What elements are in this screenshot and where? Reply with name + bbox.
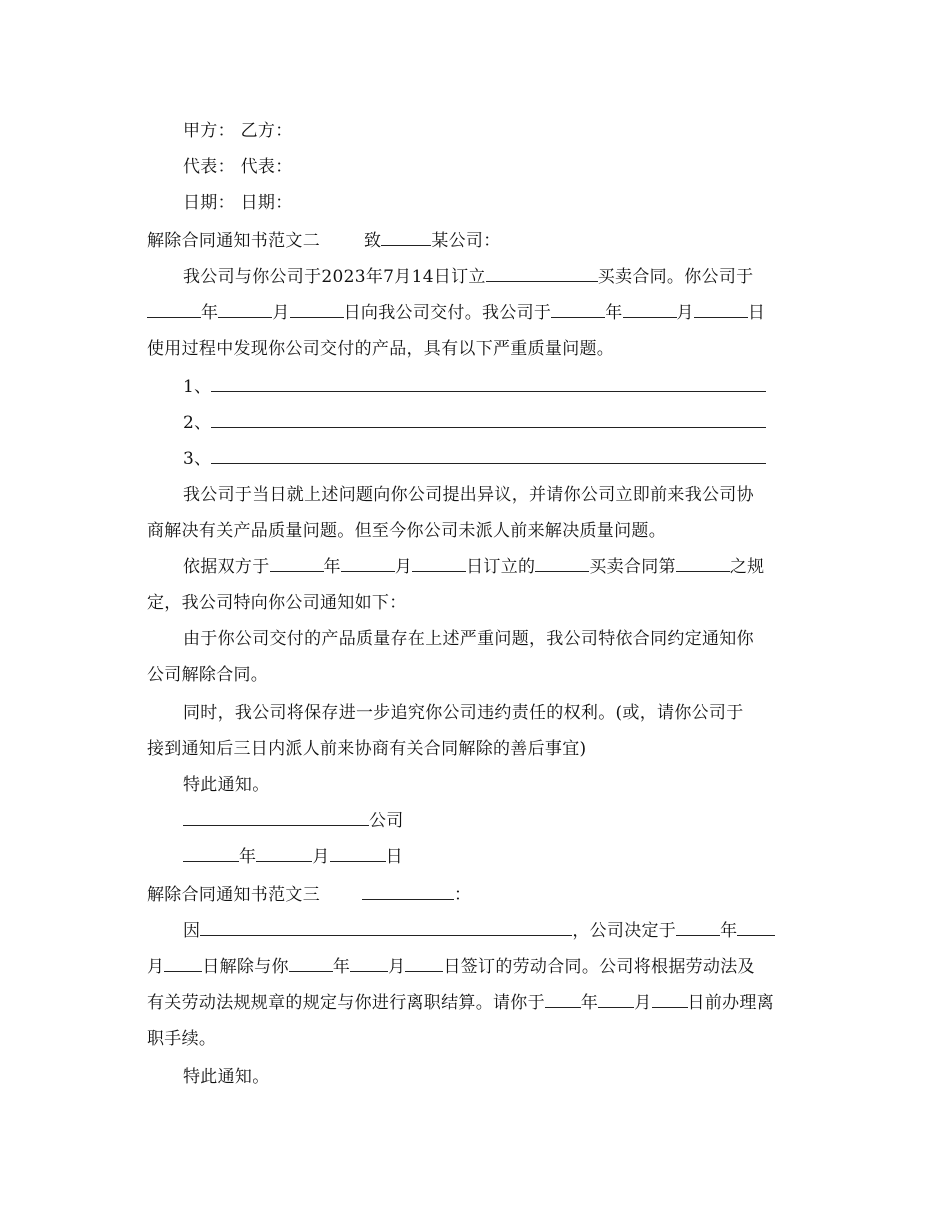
issue-item-1	[183, 376, 766, 398]
section3-line-1	[183, 920, 775, 942]
use-month-blank[interactable]	[623, 302, 677, 318]
month-label: 月	[676, 303, 694, 323]
sign-month-blank[interactable]	[341, 556, 395, 572]
year-label: 年	[332, 957, 351, 977]
recipient-prefix: 致	[364, 231, 382, 251]
month-label: 月	[634, 993, 652, 1013]
date-b-label: 日期：	[240, 193, 293, 213]
month-label: 月	[312, 847, 330, 867]
p1-text-a: 我公司与你公司于2023年7月14日订立	[183, 267, 486, 287]
contract-name-blank[interactable]	[486, 266, 598, 282]
company-label: 公司	[369, 811, 404, 831]
rep-a-label: 代表：	[183, 157, 235, 177]
party-a-label: 甲方：	[183, 121, 235, 141]
delivery-month-blank[interactable]	[218, 302, 272, 318]
year-label: 年	[239, 847, 257, 867]
month-label: 月	[147, 957, 165, 977]
closing-text: 特此通知。	[183, 775, 270, 795]
contract-year-blank[interactable]	[289, 956, 333, 972]
item-number: 2、	[183, 413, 212, 433]
issue-item-2	[183, 412, 766, 434]
year-label: 年	[720, 921, 738, 941]
issue-2-blank[interactable]	[211, 412, 766, 428]
paragraph-1-line-3: 使用过程中发现你公司交付的产品，具有以下严重质量问题。	[147, 339, 615, 359]
terminate-month-blank[interactable]	[737, 920, 775, 936]
p3-text-a: 依据双方于	[183, 557, 270, 577]
year-label: 年	[323, 557, 341, 577]
p3-text-b: 日订立的	[466, 557, 536, 577]
terminate-text: 日解除与你	[202, 957, 289, 977]
company-name-blank[interactable]	[183, 810, 369, 826]
delivery-day-blank[interactable]	[290, 302, 344, 318]
delivery-year-blank[interactable]	[147, 302, 201, 318]
issue-3-blank[interactable]	[211, 448, 766, 464]
contract-title-blank[interactable]	[535, 556, 589, 572]
contract-day-blank[interactable]	[405, 956, 443, 972]
paragraph-5-line-2: 接到通知后三日内派人前来协商有关合同解除的善后事宜)	[147, 739, 587, 759]
year-label: 年	[201, 303, 219, 323]
p1-text-c: 日向我公司交付。我公司于	[343, 303, 552, 323]
settlement-text: 有关劳动法规规章的规定与你进行离职结算。请你于	[147, 993, 545, 1013]
paragraph-3-line-1	[183, 556, 764, 578]
recipient-blank[interactable]	[381, 230, 431, 246]
section3-line-4: 职手续。	[147, 1029, 217, 1049]
terminate-year-blank[interactable]	[676, 920, 720, 936]
representative-line	[183, 156, 293, 178]
leave-text: 日前办理离	[687, 993, 775, 1013]
item-number: 3、	[183, 449, 212, 469]
employee-name-blank[interactable]	[362, 884, 454, 900]
p3-text-d: 之规	[729, 557, 765, 577]
paragraph-3-line-2: 定，我公司特向你公司通知如下：	[147, 593, 407, 613]
paragraph-1-line-2	[147, 302, 765, 324]
contract-month-blank[interactable]	[350, 956, 388, 972]
p1-text-b: 买卖合同。你公司于	[597, 267, 754, 287]
terminate-day-blank[interactable]	[164, 956, 202, 972]
month-label: 月	[388, 957, 406, 977]
month-label: 月	[272, 303, 290, 323]
section2-heading-line	[147, 230, 501, 252]
section3-closing: 特此通知。	[183, 1067, 270, 1087]
sign-day-blank[interactable]	[412, 556, 466, 572]
paragraph-2-line-1: 我公司于当日就上述问题向你公司提出异议，并请你公司立即前来我公司协	[183, 485, 754, 505]
party-line	[183, 120, 293, 142]
issue-item-3	[183, 448, 766, 470]
date-a-label: 日期：	[183, 193, 235, 213]
issue-1-blank[interactable]	[211, 376, 766, 392]
section3-line-2	[147, 956, 755, 978]
notice-year-blank[interactable]	[183, 846, 239, 862]
section3-line-3	[147, 992, 774, 1014]
leave-year-blank[interactable]	[545, 992, 581, 1008]
paragraph-2-line-2: 商解决有关产品质量问题。但至今你公司未派人前来解决质量问题。	[147, 521, 666, 541]
rep-b-label: 代表：	[240, 157, 293, 177]
sign-year-blank[interactable]	[270, 556, 324, 572]
paragraph-1-line-1	[183, 266, 753, 288]
item-number: 1、	[183, 377, 212, 397]
party-b-label: 乙方：	[240, 121, 293, 141]
labor-contract-text: 日签订的劳动合同。公司将根据劳动法及	[443, 957, 755, 977]
p3-text-c: 买卖合同第	[589, 557, 676, 577]
day-label: 日	[747, 303, 766, 323]
notice-day-blank[interactable]	[330, 846, 386, 862]
company-signature-line	[183, 810, 404, 832]
decision-text: ，公司决定于	[572, 921, 677, 941]
notice-date-line	[183, 846, 403, 868]
clause-number-blank[interactable]	[676, 556, 730, 572]
use-year-blank[interactable]	[551, 302, 605, 318]
leave-day-blank[interactable]	[652, 992, 688, 1008]
day-label: 日	[385, 847, 403, 867]
reason-prefix: 因	[183, 921, 201, 941]
paragraph-5-line-1: 同时，我公司将保存进一步追究你公司违约责任的权利。(或，请你公司于	[183, 703, 744, 723]
section3-heading: 解除合同通知书范文三	[147, 885, 320, 905]
paragraph-4-line-1: 由于你公司交付的产品质量存在上述严重问题，我公司特依合同约定通知你	[183, 629, 754, 649]
colon: ：	[454, 885, 472, 905]
section2-heading: 解除合同通知书范文二	[147, 231, 320, 251]
use-day-blank[interactable]	[694, 302, 748, 318]
notice-month-blank[interactable]	[256, 846, 312, 862]
date-line	[183, 192, 293, 214]
section3-heading-line	[147, 884, 471, 906]
year-label: 年	[605, 303, 623, 323]
month-label: 月	[394, 557, 413, 577]
leave-month-blank[interactable]	[598, 992, 634, 1008]
recipient-suffix: 某公司：	[431, 231, 501, 251]
paragraph-4-line-2: 公司解除合同。	[147, 665, 269, 685]
year-label: 年	[580, 993, 599, 1013]
reason-blank[interactable]	[200, 920, 572, 936]
